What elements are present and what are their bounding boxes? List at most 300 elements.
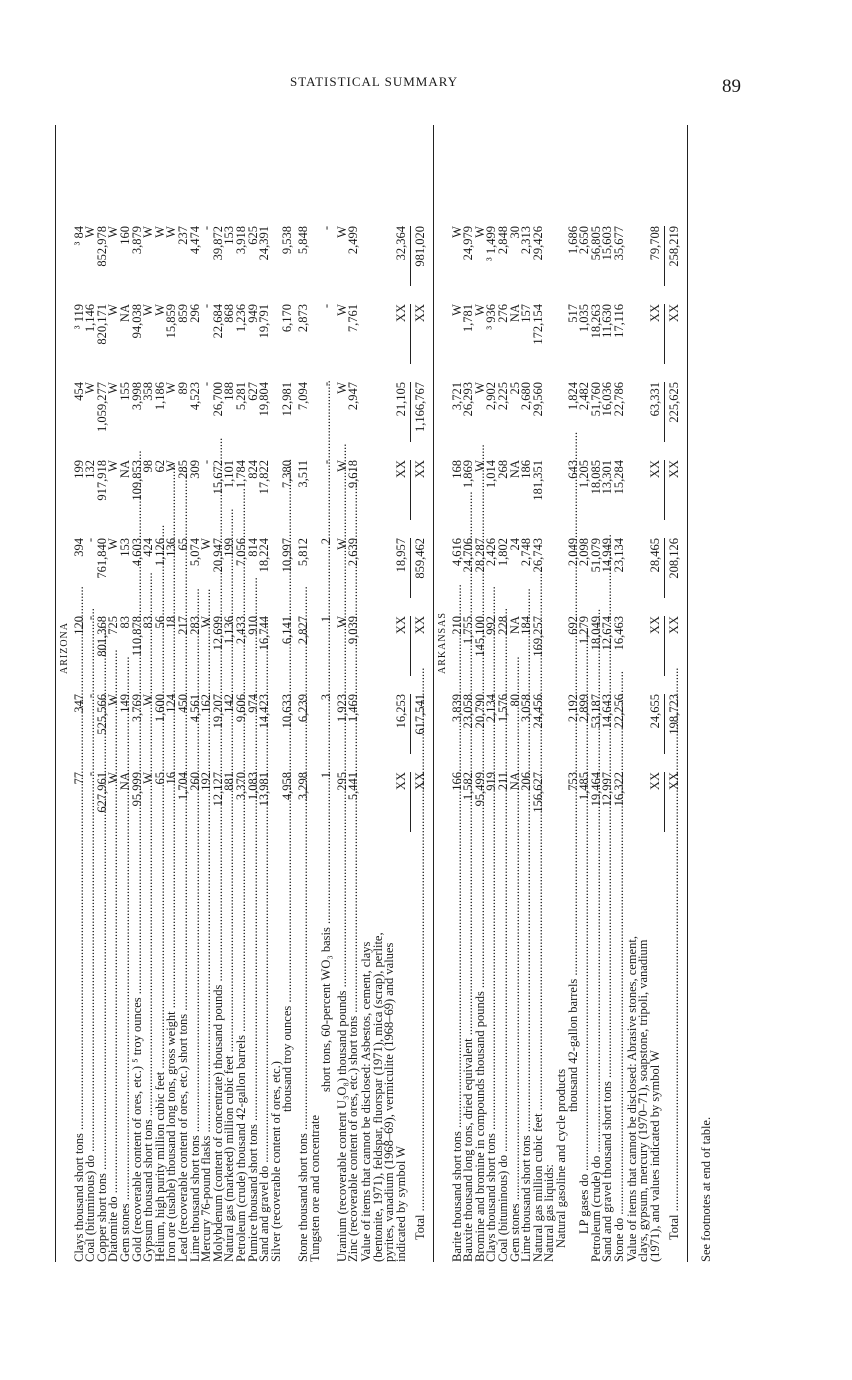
- table-cell-value: 814: [245, 538, 260, 557]
- table-cell-value: 16: [164, 772, 179, 785]
- table-cell-value: 132: [83, 460, 98, 479]
- table-cell-value: 3: [319, 694, 334, 701]
- table-cell-value: 12,997: [600, 772, 615, 807]
- row-label: Clays thousand short tons .....: [486, 832, 498, 1262]
- table-cell-value: W: [106, 382, 121, 394]
- table-cell-value: W: [106, 694, 121, 706]
- table-cell-value: 5,848: [296, 226, 310, 255]
- table-cell-value: 199: [71, 460, 86, 479]
- table-cell-value: XX: [647, 772, 662, 791]
- row-label: thousand troy ounces .....: [282, 682, 294, 1262]
- table-cell-value: 1,469: [346, 694, 361, 723]
- table-cell-value: 1,014: [484, 460, 499, 489]
- row-label: Iron ore (usable) thousand long tons, gross weight .....: [166, 832, 178, 1262]
- table-cell-value: ³ 936: [484, 304, 499, 330]
- table-cell-value: 643: [565, 460, 580, 479]
- table-cell-value: 2,947: [346, 382, 361, 411]
- table-cell-value: W: [152, 226, 167, 238]
- table-cell-value: 1,205: [577, 460, 592, 489]
- table-cell-value: 14,643: [600, 694, 615, 729]
- table-cell-value: 974: [245, 694, 260, 713]
- table-cell-value: 1,781: [461, 304, 476, 333]
- table-cell-value: 2,899: [577, 694, 592, 723]
- table-cell-value: -: [319, 382, 334, 387]
- table-cell-value: 18,957: [393, 538, 408, 573]
- row-label: Sand and gravel thousand short tons .....: [602, 832, 614, 1262]
- table-cell-value: 5,074: [187, 538, 202, 567]
- table-cell-value: 3,370: [234, 772, 248, 801]
- table-cell-value: 18,224: [257, 538, 272, 573]
- table-cell-value: 149: [118, 694, 132, 713]
- table-cell-value: 32,364: [393, 226, 408, 261]
- table-cell-value: 627,961: [94, 772, 109, 813]
- table-cell-value: 258,219: [667, 226, 682, 267]
- table-cell-value: 919: [484, 772, 499, 791]
- table-cell-value: -: [199, 226, 214, 231]
- row-label: Tungsten ore and concentrate: [307, 1114, 322, 1262]
- row-label: LP gases do .....: [579, 804, 591, 1262]
- footnote: See footnotes at end of table.: [699, 1116, 713, 1262]
- table-cell-value: W: [106, 772, 121, 784]
- table-cell-value: 725: [106, 616, 121, 635]
- row-label: Bromine and bromine in compounds thousand pounds .....: [475, 832, 487, 1262]
- table-cell-value: W: [106, 460, 121, 472]
- total-rule: [410, 694, 411, 754]
- table-cell-value: 824: [245, 460, 260, 479]
- table-cell-value: 24,456: [530, 694, 545, 729]
- table-cell-value: ³ 119: [71, 304, 86, 330]
- table-cell-value: 217: [176, 616, 190, 635]
- table-cell-value: 181,351: [530, 460, 545, 501]
- row-label: Molybdenum (content of concentrate) thousand pounds .....: [213, 832, 225, 1262]
- table-cell-value: 424: [141, 538, 156, 557]
- table-cell-value: 4,616: [449, 538, 464, 567]
- table-cell-value: 1,600: [152, 694, 167, 723]
- table-cell-value: 2,748: [519, 538, 534, 567]
- table-cell-value: 2,680: [519, 382, 534, 411]
- table-cell-value: 188: [222, 382, 237, 401]
- table-cell-value: 9,538: [280, 226, 295, 255]
- table-cell-value: 859: [176, 304, 190, 323]
- table-cell-value: 120: [71, 616, 86, 635]
- total-rule: [410, 460, 411, 520]
- table-cell-value: 225,625: [667, 382, 682, 423]
- table-cell-value: 859,462: [413, 538, 428, 579]
- table-cell-value: 1,869: [461, 460, 476, 489]
- table-cell-value: 80: [507, 694, 522, 707]
- table-cell-value: 5,281: [234, 382, 248, 411]
- row-label: Helium, high purity million cubic feet .....: [155, 832, 167, 1262]
- table-cell-value: W: [141, 226, 156, 238]
- table-cell-value: 2,873: [296, 304, 310, 333]
- row-label: Stone do .....: [614, 832, 626, 1262]
- table-cell-value: 6,239: [296, 694, 310, 723]
- table-cell-value: 5,812: [296, 538, 310, 567]
- table-cell-value: W: [199, 538, 214, 550]
- statistical-table: [55, 22, 755, 1262]
- table-cell-value: -: [319, 226, 334, 231]
- table-cell-value: 15,859: [164, 304, 179, 339]
- row-label: Stone thousand short tons .....: [298, 832, 310, 1262]
- table-cell-value: 7,380: [280, 460, 295, 489]
- table-cell-value: 992: [484, 616, 499, 635]
- row-label: Natural gas million cubic feet .....: [533, 832, 545, 1262]
- table-cell-value: 6,170: [280, 304, 295, 333]
- table-cell-value: 4,523: [187, 382, 202, 411]
- table-cell-value: 186: [519, 460, 534, 479]
- table-cell-value: 525,566: [94, 694, 109, 735]
- table-cell-value: 13,301: [600, 460, 615, 495]
- table-cell-value: 881: [222, 772, 237, 791]
- table-cell-value: NA: [507, 304, 522, 323]
- table-cell-value: 2,426: [484, 538, 499, 567]
- table-cell-value: W: [334, 616, 349, 628]
- table-cell-value: 917,918: [94, 460, 109, 501]
- withheld-label: Value of items that cannot be disclosed: Asbestos, cement, clays (bentonite, 1971), feldspar, fluorspar (1971), mica (scrap), perlite, pyrites, vanadium (1968–69), vermiculite (1968–69) and values indicated by symbol W: [359, 932, 408, 1262]
- table-cell-value: 3,769: [129, 694, 144, 723]
- table-cell-value: W: [199, 616, 214, 628]
- table-cell-value: 4,958: [280, 772, 295, 801]
- total-rule: [664, 772, 665, 832]
- total-rule: [410, 538, 411, 598]
- table-cell-value: W: [106, 304, 121, 316]
- table-cell-value: W: [83, 382, 98, 394]
- table-cell-value: 6,141: [280, 616, 295, 645]
- table-cell-value: 9,039: [346, 616, 361, 645]
- section-rule: [687, 125, 688, 1262]
- table-cell-value: 12,981: [280, 382, 295, 417]
- table-top-rule: [55, 125, 56, 1262]
- table-cell-value: 3,298: [296, 772, 310, 801]
- table-cell-value: 25: [507, 382, 522, 395]
- table-cell-value: 206: [519, 772, 534, 791]
- table-cell-value: XX: [413, 772, 428, 791]
- table-cell-value: 2,650: [577, 226, 592, 255]
- table-cell-value: 7,094: [296, 382, 310, 411]
- table-cell-value: 820,171: [94, 304, 109, 345]
- section-rule: [433, 125, 434, 1262]
- table-cell-value: 5,441: [346, 772, 361, 801]
- table-cell-value: 625: [245, 226, 260, 245]
- table-cell-value: W: [334, 304, 349, 316]
- table-cell-value: 77: [71, 772, 86, 785]
- table-cell-value: 454: [71, 382, 86, 401]
- table-cell-value: 65: [152, 772, 167, 785]
- table-cell-value: 4,561: [187, 694, 202, 723]
- table-cell-value: 309: [187, 460, 202, 479]
- row-label: Gypsum thousand short tons .....: [143, 832, 155, 1262]
- table-cell-value: 109,853: [129, 460, 144, 501]
- table-cell-value: W: [141, 694, 156, 706]
- table-cell-value: 276: [496, 304, 510, 323]
- table-cell-value: XX: [393, 616, 408, 635]
- table-cell-value: 2,639: [346, 538, 361, 567]
- table-cell-value: 98: [141, 460, 156, 473]
- table-cell-value: 1,582: [461, 772, 476, 801]
- table-cell-value: 39,872: [210, 226, 225, 261]
- table-cell-value: 63,331: [647, 382, 662, 417]
- table-cell-value: XX: [647, 304, 662, 323]
- table-cell-value: NA: [507, 460, 522, 479]
- table-cell-value: 2,827: [296, 616, 310, 645]
- table-cell-value: -: [319, 460, 334, 465]
- table-cell-value: 89: [176, 382, 190, 395]
- row-label: Sand and gravel do .....: [259, 832, 271, 1262]
- table-cell-value: XX: [667, 460, 682, 479]
- table-cell-value: 3,918: [234, 226, 248, 255]
- table-cell-value: 155: [118, 382, 132, 401]
- table-cell-value: 23,058: [461, 694, 476, 729]
- table-cell-value: 1,236: [234, 304, 248, 333]
- table-cell-value: 283: [187, 616, 202, 635]
- table-cell-value: 24: [507, 538, 522, 551]
- table-cell-value: 24,655: [647, 694, 662, 729]
- row-label: Natural gasoline and cycle products: [554, 1068, 568, 1248]
- table-cell-value: 18,049: [588, 616, 603, 651]
- table-cell-value: 2,902: [484, 382, 499, 411]
- table-cell-value: 83: [118, 616, 132, 629]
- table-cell-value: 83: [141, 616, 156, 629]
- table-cell-value: 20,947: [210, 538, 225, 573]
- table-cell-value: 295: [334, 772, 349, 791]
- table-cell-value: 30: [507, 226, 522, 239]
- table-cell-value: 4,474: [187, 226, 202, 255]
- table-cell-value: 1,083: [245, 772, 260, 801]
- row-label: Barite thousand short tons .....: [452, 832, 464, 1262]
- table-cell-value: 19,791: [257, 304, 272, 339]
- total-rule: [410, 772, 411, 832]
- table-cell-value: 7,056: [234, 538, 248, 567]
- row-label: Silver (recoverable content of ores, etc.): [268, 1061, 283, 1262]
- table-cell-value: 19,207: [210, 694, 225, 729]
- table-cell-value: 1,755: [461, 616, 476, 645]
- table-cell-value: 2,499: [346, 226, 361, 255]
- table-cell-value: 1,279: [577, 616, 592, 645]
- row-label: Mercury 76-pound flasks .....: [201, 832, 213, 1262]
- row-label: Gem stones .....: [510, 832, 522, 1262]
- table-cell-value: 142: [222, 694, 237, 713]
- table-cell-value: 949: [245, 304, 260, 323]
- table-cell-value: 24,706: [461, 538, 476, 573]
- table-cell-value: 14,423: [257, 694, 272, 729]
- table-cell-value: 20,790: [472, 694, 487, 729]
- table-cell-value: 15,672: [210, 460, 225, 495]
- table-cell-value: 79,708: [647, 226, 662, 261]
- table-cell-value: ³ 1,499: [484, 226, 499, 261]
- table-cell-value: 3,058: [519, 694, 534, 723]
- table-cell-value: 17,116: [612, 304, 626, 338]
- table-cell-value: 162: [199, 694, 214, 713]
- table-cell-value: 1,059,277: [94, 382, 109, 432]
- table-cell-value: 347: [71, 694, 86, 713]
- table-cell-value: W: [106, 226, 121, 238]
- row-label: Clays thousand short tons .....: [74, 832, 86, 1262]
- table-cell-value: 3,839: [449, 694, 464, 723]
- table-cell-value: 19,804: [257, 382, 272, 417]
- row-label: Gem stones .....: [120, 832, 132, 1262]
- table-cell-value: 211: [496, 772, 510, 791]
- table-cell-value: W: [141, 304, 156, 316]
- table-cell-value: 2,192: [565, 694, 580, 723]
- table-cell-value: W: [83, 226, 98, 238]
- table-cell-value: 1,186: [152, 382, 167, 411]
- table-cell-value: 692: [565, 616, 580, 635]
- table-cell-value: W: [334, 382, 349, 394]
- row-label: Uranium (recoverable content U₃O₈) thousand pounds .....: [337, 832, 349, 1262]
- table-cell-value: 2,134: [484, 694, 499, 723]
- table-cell-value: 18,085: [588, 460, 603, 495]
- table-cell-value: XX: [413, 460, 428, 479]
- table-cell-value: 14,949: [600, 538, 615, 573]
- table-cell-value: 198,723: [667, 694, 682, 735]
- row-label: Lead (recoverable content of ores, etc.) short tons .....: [178, 832, 190, 1262]
- table-cell-value: 2: [319, 538, 334, 545]
- table-cell-value: XX: [667, 772, 682, 791]
- table-cell-value: 29,560: [530, 382, 545, 417]
- table-cell-value: 169,257: [530, 616, 545, 657]
- table-cell-value: 22,684: [210, 304, 225, 339]
- table-cell-value: 2,225: [496, 382, 510, 411]
- table-cell-value: 13,981: [257, 772, 272, 807]
- row-label: Pumice thousand short tons .....: [248, 832, 260, 1262]
- table-cell-value: 260: [187, 772, 202, 791]
- table-cell-value: 3,998: [129, 382, 144, 411]
- table-cell-value: W: [334, 460, 349, 472]
- table-cell-value: 153: [118, 538, 132, 557]
- table-cell-value: W: [164, 226, 179, 238]
- table-cell-value: 12,674: [600, 616, 615, 651]
- table-cell-value: 26,743: [530, 538, 545, 573]
- table-cell-value: W: [472, 304, 487, 316]
- table-cell-value: 208,126: [667, 538, 682, 579]
- table-cell-value: 17,822: [257, 460, 272, 495]
- table-cell-value: 3,511: [296, 460, 310, 488]
- table-cell-value: 53,187: [588, 694, 603, 729]
- table-cell-value: NA: [118, 772, 132, 791]
- row-label: Lime thousand short tons .....: [190, 832, 202, 1262]
- table-cell-value: 1,136: [222, 616, 237, 645]
- table-cell-value: 157: [519, 304, 534, 323]
- table-cell-value: 296: [187, 304, 202, 323]
- table-cell-value: W: [334, 226, 349, 238]
- row-label: Diatomite do .....: [108, 832, 120, 1262]
- table-cell-value: XX: [413, 304, 428, 323]
- table-cell-value: 1,576: [496, 694, 510, 723]
- page-running-head: STATISTICAL SUMMARY: [290, 74, 459, 89]
- table-cell-value: XX: [667, 304, 682, 323]
- table-cell-value: 210: [449, 616, 464, 635]
- table-cell-value: 450: [176, 694, 190, 713]
- table-cell-value: 56: [152, 616, 167, 629]
- table-cell-value: -: [199, 382, 214, 387]
- total-rule: [664, 226, 665, 286]
- table-cell-value: 2,848: [496, 226, 510, 255]
- table-cell-value: 7,761: [346, 304, 361, 333]
- total-rule: [664, 538, 665, 598]
- row-label: thousand 42-gallon barrels .....: [568, 682, 580, 1262]
- table-cell-value: 172,154: [530, 304, 545, 345]
- table-cell-value: -: [83, 538, 98, 543]
- table-cell-value: 3,721: [449, 382, 464, 411]
- table-cell-value: 24,979: [461, 226, 476, 261]
- table-cell-value: 168: [449, 460, 464, 479]
- table-cell-value: 753: [565, 772, 580, 791]
- total-rule: [664, 460, 665, 520]
- table-cell-value: 801,368: [94, 616, 109, 657]
- table-cell-value: 18,263: [588, 304, 603, 339]
- row-label: Lime thousand short tons .....: [521, 832, 533, 1262]
- table-cell-value: 228: [496, 616, 510, 635]
- table-cell-value: 18: [164, 616, 179, 629]
- table-cell-value: 910: [245, 616, 260, 635]
- table-cell-value: 16,253: [393, 694, 408, 729]
- table-cell-value: 16,744: [257, 616, 272, 651]
- page-number: 89: [722, 76, 741, 97]
- total-rule: [410, 304, 411, 364]
- table-cell-value: 1: [319, 616, 334, 623]
- table-cell-value: 136: [164, 538, 179, 557]
- table-cell-value: 124: [164, 694, 179, 713]
- table-cell-value: XX: [647, 616, 662, 635]
- table-cell-value: 26,293: [461, 382, 476, 417]
- table-cell-value: 28,465: [647, 538, 662, 573]
- table-cell-value: 358: [141, 382, 156, 401]
- table-cell-value: NA: [507, 772, 522, 791]
- table-cell-value: 160: [118, 226, 132, 245]
- table-cell-value: 62: [152, 460, 167, 473]
- total-label: Total .....: [415, 810, 427, 1262]
- table-cell-value: -: [83, 772, 98, 777]
- total-label: Total .....: [669, 810, 681, 1262]
- table-cell-value: 56,805: [588, 226, 603, 261]
- table-cell-value: 184: [519, 616, 534, 635]
- table-cell-value: 268: [496, 460, 510, 479]
- table-cell-value: 1,146: [83, 304, 98, 333]
- table-cell-value: 22,256: [612, 694, 626, 729]
- table-cell-value: XX: [667, 616, 682, 635]
- table-cell-value: W: [164, 460, 179, 472]
- table-cell-value: 16,463: [612, 616, 626, 651]
- table-cell-value: 1,784: [234, 460, 248, 489]
- table-cell-value: 15,603: [600, 226, 615, 261]
- table-cell-value: 761,840: [94, 538, 109, 579]
- table-cell-value: 110,878: [129, 616, 144, 657]
- table-cell-value: W: [472, 226, 487, 238]
- row-label: Copper short tons .....: [97, 832, 109, 1262]
- table-cell-value: 145,100: [472, 616, 487, 657]
- table-cell-value: 166: [449, 772, 464, 791]
- table-cell-value: 12,127: [210, 772, 225, 807]
- table-cell-value: W: [334, 538, 349, 550]
- section-heading: ARIZONA: [59, 622, 70, 674]
- table-cell-value: 156,627: [530, 772, 545, 813]
- table-cell-value: NA: [118, 304, 132, 323]
- table-cell-value: ³ 84: [71, 226, 86, 246]
- table-cell-value: XX: [393, 304, 408, 323]
- table-cell-value: 199: [222, 538, 237, 557]
- table-cell-value: -: [199, 460, 214, 465]
- section-heading: ARKANSAS: [437, 612, 448, 674]
- table-cell-value: 24,391: [257, 226, 272, 261]
- table-cell-value: 1,923: [334, 694, 349, 723]
- table-cell-value: 4,603: [129, 538, 144, 567]
- row-label: Zinc (recoverable content of ores, etc.) short tons .....: [348, 832, 360, 1262]
- table-cell-value: W: [106, 538, 121, 550]
- table-cell-value: 65: [176, 538, 190, 551]
- total-rule: [410, 226, 411, 286]
- table-cell-value: 26,700: [210, 382, 225, 417]
- table-cell-value: 51,760: [588, 382, 603, 417]
